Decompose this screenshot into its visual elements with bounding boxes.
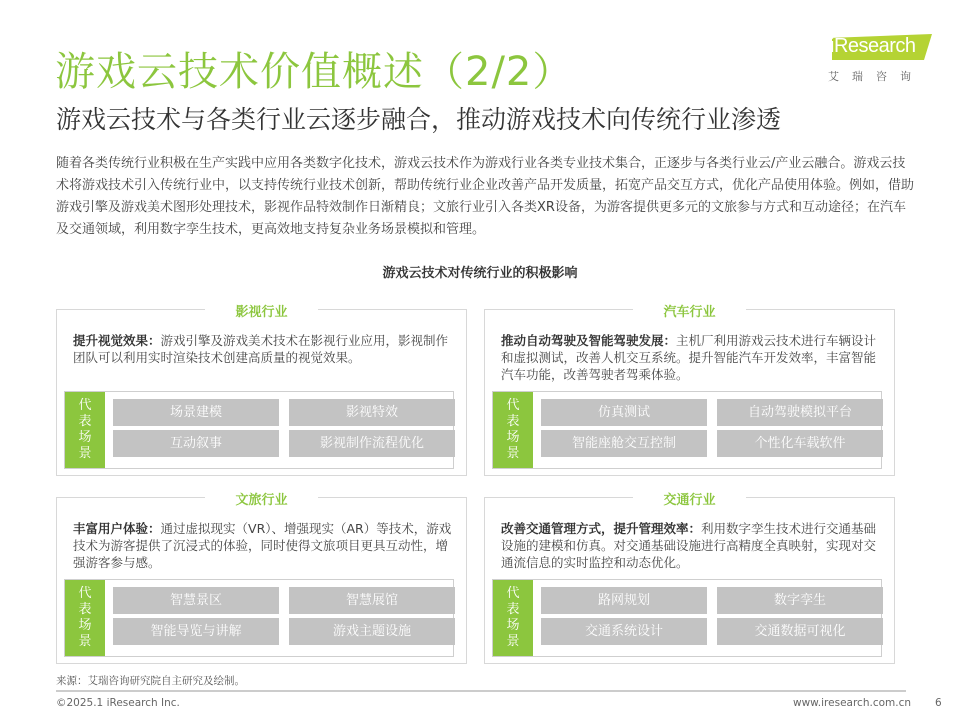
scenario-tile: 智慧景区: [113, 587, 279, 614]
panel-title: 文旅行业: [205, 493, 317, 508]
panel-lead: 改善交通管理方式，提升管理效率：: [501, 521, 702, 536]
scenario-label: 代表场景: [493, 392, 533, 468]
scenario-tile: 影视特效: [289, 399, 455, 426]
scenario-tile: 游戏主题设施: [289, 618, 455, 645]
scenario-tile: 个性化车载软件: [717, 430, 883, 457]
scenario-tile: 仿真测试: [541, 399, 707, 426]
scenario-box: [64, 579, 454, 657]
panel-lead: 推动自动驾驶及智能驾驶发展：: [501, 333, 677, 348]
panel-title: 交通行业: [633, 493, 745, 508]
scenario-box: [492, 391, 882, 469]
panel-description: [73, 520, 452, 571]
footer-divider: [56, 690, 906, 692]
panel-description: [73, 332, 452, 366]
scenario-tile: 智慧展馆: [289, 587, 455, 614]
scenario-box: [64, 391, 454, 469]
industry-panel: [484, 305, 895, 476]
scenario-label: 代表场景: [493, 580, 533, 656]
panel-description: [501, 332, 880, 383]
website-url[interactable]: www.iresearch.com.cn: [793, 697, 912, 709]
panel-text: 游戏引擎及游戏美术技术在影视行业应用，影视制作团队可以利用实时渲染技术创建高质量的视觉效果。: [73, 333, 449, 365]
logo-cn: 艾瑞咨询: [828, 70, 924, 83]
industry-panel: [484, 493, 895, 664]
scenario-box: [492, 579, 882, 657]
scenario-label: 代表场景: [65, 392, 105, 468]
panel-text: 利用数字孪生技术进行交通基础设施的建模和仿真。对交通基础设施进行高精度全真映射，实现对交通流信息的实时监控和动态优化。: [501, 521, 877, 570]
panel-title: 汽车行业: [633, 305, 745, 320]
iresearch-logo: [826, 32, 936, 82]
scenario-tile: 路网规划: [541, 587, 707, 614]
panel-lead: 丰富用户体验：: [73, 521, 161, 536]
scenario-tile: 自动驾驶模拟平台: [717, 399, 883, 426]
panel-text: 通过虚拟现实（VR）、增强现实（AR）等技术，游戏技术为游客提供了沉浸式的体验，同时使得文旅项目更具互动性，增强游客参与感。: [73, 521, 452, 570]
logo-brand: iResearch: [830, 35, 916, 57]
scenario-tile: 数字孪生: [717, 587, 883, 614]
scenario-label: 代表场景: [65, 580, 105, 656]
panel-lead: 提升视觉效果：: [73, 333, 161, 348]
industry-panel: [56, 305, 467, 476]
scenario-tile: 智能导览与讲解: [113, 618, 279, 645]
scenario-tile: 互动叙事: [113, 430, 279, 457]
page-number: 6: [935, 697, 942, 709]
page-title: 游戏云技术价值概述（2/2）: [55, 49, 574, 95]
industry-panel: [56, 493, 467, 664]
scenario-tile: 交通系统设计: [541, 618, 707, 645]
panel-description: [501, 520, 880, 571]
scenario-tile: 影视制作流程优化: [289, 430, 455, 457]
copyright: ©2025.1 iResearch Inc.: [56, 697, 180, 709]
source-note: 来源：艾瑞咨询研究院自主研究及绘制。: [56, 675, 245, 687]
scenario-tile: 交通数据可视化: [717, 618, 883, 645]
panel-text: 主机厂利用游戏云技术进行车辆设计和虚拟测试，改善人机交互系统。提升智能汽车开发效率，丰富智能汽车功能，改善驾驶者驾乘体验。: [501, 333, 877, 382]
page-subtitle: 游戏云技术与各类行业云逐步融合，推动游戏技术向传统行业渗透: [56, 105, 782, 134]
scenario-tile: 场景建模: [113, 399, 279, 426]
intro-paragraph: 随着各类传统行业积极在生产实践中应用各类数字化技术，游戏云技术作为游戏行业各类专业技术集合，正逐步与各类行业云/产业云融合。游戏云技术将游戏技术引入传统行业中，以支持传统行业技术创新，帮助传统行业企业改善产品开发质量，拓宽产品交互方式，优化产品使用体验。例如，借助游戏引擎及游戏美术图形处理技术，影视作品特效制作日渐精良；文旅行业引入各类XR设备，为游客提供更多元的文旅参与方式和互动途径；在汽车及交通领域，利用数字孪生技术，更高效地支持复杂业务场景模拟和管理。: [56, 156, 915, 237]
section-title: 游戏云技术对传统行业的积极影响: [382, 266, 578, 281]
scenario-tile: 智能座舱交互控制: [541, 430, 707, 457]
panel-title: 影视行业: [205, 305, 317, 320]
